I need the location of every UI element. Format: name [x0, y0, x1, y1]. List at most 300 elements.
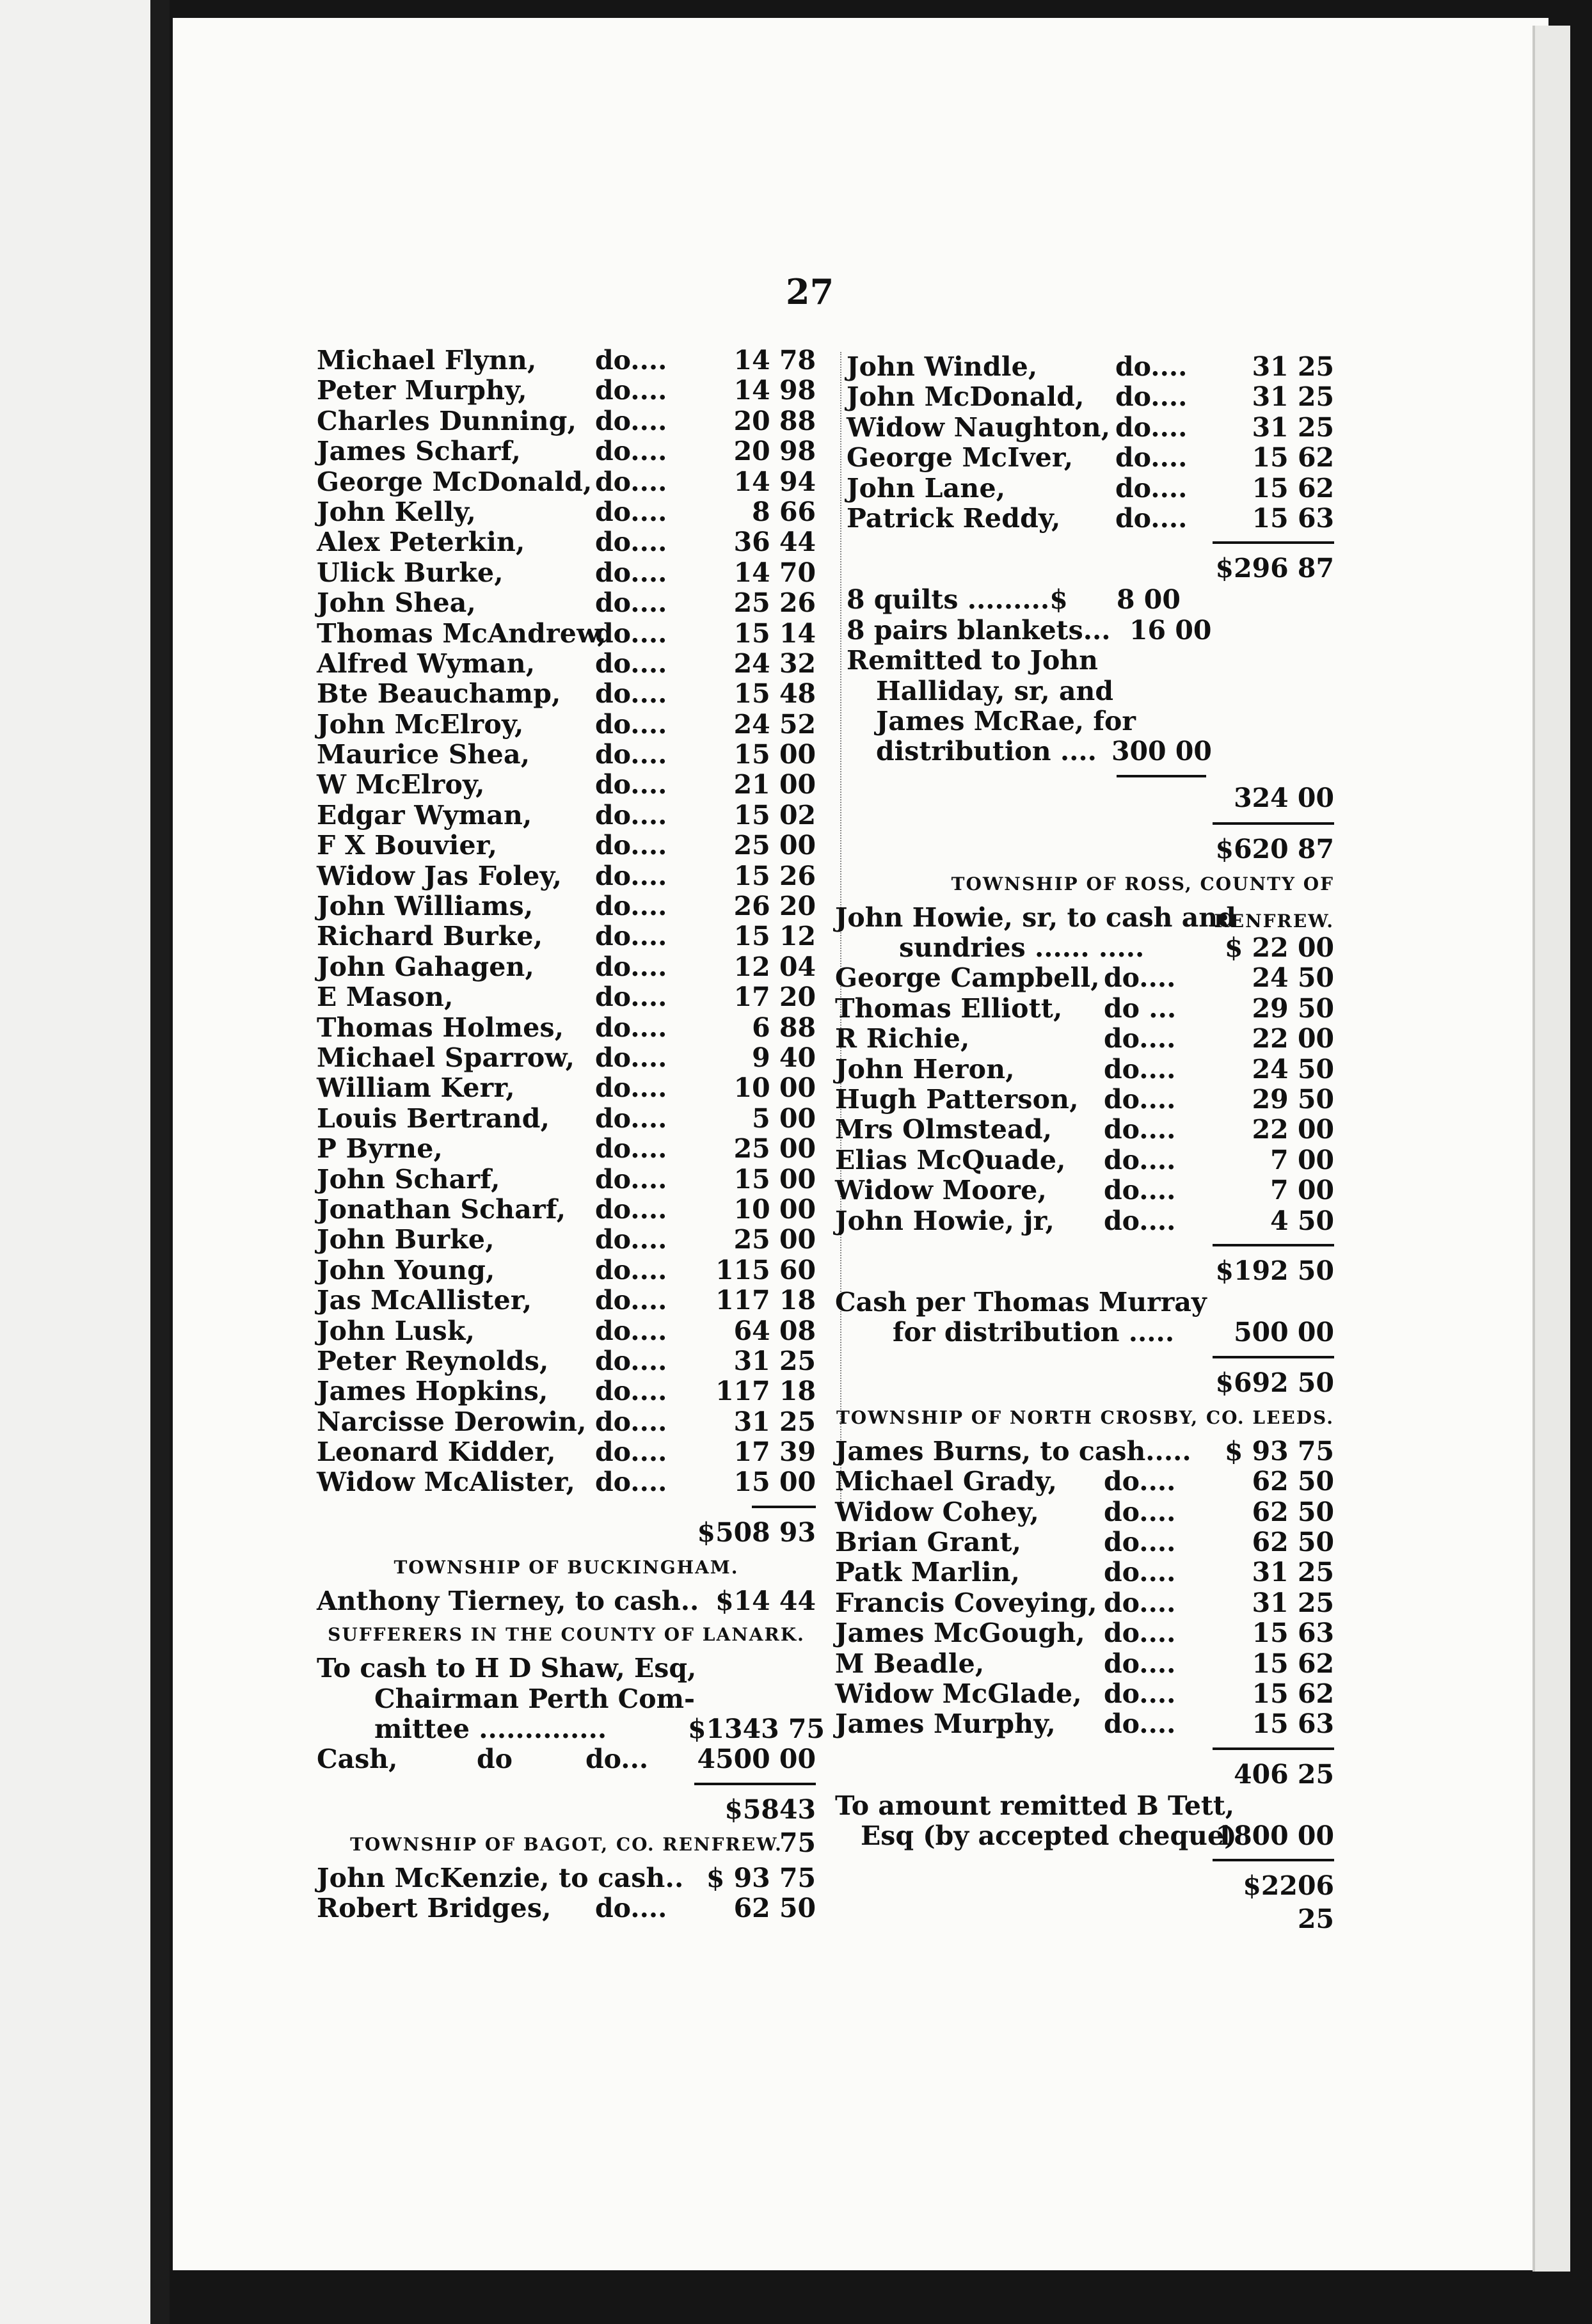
ditto-mark: do.... [595, 557, 667, 588]
entry-name: John Kelly, [317, 496, 476, 527]
entry-amount: 62 50 [733, 1893, 816, 1924]
total-amount: $692 50 [1215, 1367, 1334, 1398]
entry-amount: 31 25 [1252, 1557, 1334, 1588]
ditto-mark: do.... [595, 678, 667, 710]
ledger-row [317, 1346, 816, 1376]
entry-name: Maurice Shea, [317, 739, 530, 770]
ledger-row [317, 376, 816, 406]
entry-name: R Richie, [835, 1023, 970, 1055]
entry-name: Narcisse Derowin, [317, 1406, 587, 1437]
quilts-line [835, 585, 1334, 615]
entry-text: sundries ...... ..... [899, 932, 1145, 964]
ditto-mark: do.... [595, 587, 667, 619]
rule [835, 1236, 1334, 1254]
entry-amount: 15 62 [1252, 1648, 1334, 1679]
ditto-mark: do.... [1104, 1678, 1176, 1709]
ditto-mark: do.... [595, 1315, 667, 1346]
entry-amount: $1343 75 [688, 1714, 825, 1745]
ledger-row [317, 1467, 816, 1497]
entry-amount: 6 88 [752, 1012, 816, 1043]
ditto-mark: do.... [1104, 1526, 1176, 1557]
ditto-mark: do.... [1104, 1084, 1176, 1115]
ledger-row [835, 1588, 1334, 1618]
ditto-mark: do.... [1115, 411, 1188, 443]
entry-text: Esq (by accepted cheque) [861, 1820, 1237, 1852]
ledger-row [317, 1316, 816, 1346]
entry-name: John McKenzie, to cash.. [317, 1862, 684, 1893]
ditto-mark: do.... [1115, 351, 1188, 382]
ledger-row [317, 497, 816, 527]
ledger-row [847, 504, 1334, 534]
entry-name: Anthony Tierney, to cash.. [317, 1585, 699, 1616]
section-heading-crosby: TOWNSHIP OF NORTH CROSBY, CO. LEEDS. [836, 1406, 1334, 1428]
entry-name: James McGough, [835, 1618, 1085, 1649]
entry-amount: 12 04 [733, 951, 816, 982]
entry-name: John Heron, [835, 1053, 1015, 1085]
entry-amount: $ 22 00 [1224, 932, 1334, 964]
entry-name: Elias McQuade, [835, 1144, 1066, 1175]
entry-amount: 1800 00 [1215, 1820, 1334, 1852]
ditto-mark: do.... [595, 1254, 667, 1285]
ditto-mark: do.... [595, 1376, 667, 1407]
subtotal-line [835, 1758, 1334, 1791]
entry-amount: 15 62 [1252, 442, 1334, 474]
ledger-row [317, 467, 816, 497]
ledger-row [317, 831, 816, 861]
entry-amount: 62 50 [1252, 1466, 1334, 1497]
ditto-mark: do.... [595, 982, 667, 1013]
entry-name: John Williams, [317, 891, 534, 922]
entry-name: James Murphy, [835, 1708, 1056, 1740]
remit-line [835, 706, 1334, 736]
entry-amount: 25 00 [733, 1133, 816, 1165]
entry-text: To amount remitted B Tett, [835, 1790, 1235, 1821]
section-heading-lanark: SUFFERERS IN THE COUNTY OF LANARK. [328, 1624, 805, 1646]
ledger-row [835, 1175, 1334, 1206]
entry-name: Michael Grady, [835, 1466, 1058, 1497]
entry-amount: 36 44 [733, 527, 816, 558]
ditto-mark: do.... [595, 1163, 667, 1195]
ditto-mark: do.... [595, 1285, 667, 1316]
ledger-row [317, 891, 816, 921]
ledger-row [317, 770, 816, 800]
ditto-mark: do.... [1104, 1496, 1176, 1527]
entry-text: Cash per Thomas Murray [835, 1286, 1207, 1317]
right-list [835, 352, 1334, 534]
entry-name: Richard Burke, [317, 921, 543, 952]
ditto-mark: do.... [595, 951, 667, 982]
ditto-mark: do.... [1115, 502, 1188, 534]
entry-name: Brian Grant, [835, 1526, 1022, 1557]
ledger-row [847, 474, 1334, 504]
entry-amount: 8 66 [752, 496, 816, 527]
ledger-row [317, 1893, 816, 1923]
murray-line [835, 1287, 1334, 1317]
ledger-row [317, 436, 816, 466]
entry-name: Charles Dunning, [317, 405, 577, 436]
right-column [835, 351, 1334, 1935]
lanark-line [317, 1714, 825, 1745]
ditto-mark: do.... [1104, 1648, 1176, 1679]
ditto-mark: do.... [1115, 442, 1188, 474]
ditto-mark: do.... [595, 405, 667, 436]
entry-name: George Campbell, [835, 962, 1100, 994]
entry-amount: 25 00 [733, 830, 816, 861]
ledger-row [835, 1527, 1334, 1557]
entry-amount: 17 39 [733, 1437, 816, 1468]
ditto-mark: do.... [595, 769, 667, 800]
lanark-line [317, 1684, 816, 1714]
section-heading-buckingham: TOWNSHIP OF BUCKINGHAM. [394, 1556, 739, 1578]
total-line [835, 832, 1334, 866]
entry-amount: 24 50 [1252, 1053, 1334, 1085]
ditto-mark: do.... [595, 496, 667, 527]
ditto-mark: do.... [1104, 1708, 1176, 1740]
subtotal-line [835, 781, 1334, 815]
total-line [835, 1366, 1334, 1399]
rule [835, 1851, 1334, 1869]
ditto-mark: do.... [1104, 1466, 1176, 1497]
ditto-mark: do.... [595, 1133, 667, 1165]
blankets-line [835, 616, 1334, 646]
ditto-mark: do.... [595, 345, 667, 376]
ross-line [835, 903, 1334, 933]
entry-name: John Young, [317, 1254, 495, 1285]
remit-line [835, 646, 1334, 676]
entry-amount: 117 18 [715, 1376, 816, 1407]
remit-line [835, 736, 1334, 767]
ditto-mark: do.... [1104, 962, 1176, 994]
total-amount: $2206 25 [1243, 1870, 1334, 1935]
ditto-mark: do... [585, 1744, 649, 1775]
entry-name: Jonathan Scharf, [317, 1193, 566, 1225]
entry-name: Leonard Kidder, [317, 1437, 556, 1468]
ditto-mark: do.... [595, 1345, 667, 1376]
ditto-mark: do.... [1104, 1053, 1176, 1085]
ledger-row [835, 1085, 1334, 1115]
entry-name: Patrick Reddy, [847, 502, 1061, 534]
entry-name: Patk Marlin, [835, 1557, 1021, 1588]
entry-amount: 22 00 [1252, 1023, 1334, 1055]
ledger-row [317, 1437, 816, 1467]
ledger-row [317, 1134, 816, 1164]
entry-name: John Gahagen, [317, 951, 535, 982]
ledger-row [317, 406, 816, 436]
ditto-mark: do.... [595, 648, 667, 679]
entry-amount: 25 00 [733, 1224, 816, 1255]
crosby-list [835, 1467, 1334, 1740]
entry-name: Widow Cohey, [835, 1496, 1039, 1527]
ledger-row [317, 710, 816, 740]
entry-amount: 117 18 [715, 1285, 816, 1316]
entry-name: Thomas Elliott, [835, 992, 1063, 1024]
ledger-row [317, 1407, 816, 1437]
ledger-row [847, 352, 1334, 382]
ledger-row [317, 619, 816, 649]
ledger-row [835, 1557, 1334, 1588]
ledger-row [317, 861, 816, 891]
entry-amount: 31 25 [1252, 411, 1334, 443]
ditto-mark: do.... [595, 1193, 667, 1225]
ditto-mark: do.... [595, 527, 667, 558]
ditto-mark: do.... [595, 1467, 667, 1498]
ditto-mark: do.... [595, 830, 667, 861]
entry-amount: 31 25 [733, 1406, 816, 1437]
entry-name: James Hopkins, [317, 1376, 548, 1407]
rule [317, 1775, 816, 1793]
entry-name: Michael Flynn, [317, 345, 537, 376]
page-number: 27 [786, 271, 834, 312]
entry-text: To cash to H D Shaw, Esq, [317, 1653, 697, 1684]
rule [835, 534, 1334, 552]
entry-name: Widow McGlade, [835, 1678, 1082, 1709]
entry-amount: 10 00 [733, 1072, 816, 1104]
entry-amount: 25 26 [733, 587, 816, 619]
ross-list [835, 963, 1334, 1236]
ditto-mark: do.... [1104, 1175, 1176, 1206]
total-amount: $192 50 [1215, 1255, 1334, 1286]
entry-text: for distribution ..... [893, 1317, 1175, 1348]
entry-amount: 24 50 [1252, 962, 1334, 994]
ditto-mark: do.... [595, 1012, 667, 1043]
entry-name: John Windle, [847, 351, 1038, 382]
entry-amount: 9 40 [752, 1042, 816, 1073]
ledger-row [317, 982, 816, 1012]
entry-text: James McRae, for [876, 705, 1136, 736]
entry-name: Thomas Holmes, [317, 1012, 564, 1043]
ditto-mark: do.... [595, 436, 667, 467]
entry-amount: 15 26 [733, 860, 816, 891]
entry-amount: 15 63 [1252, 1618, 1334, 1649]
entry-name: John Burke, [317, 1224, 495, 1255]
ditto-mark: do.... [1104, 1205, 1176, 1236]
entry-amount: 15 00 [733, 1467, 816, 1498]
remit-line [835, 676, 1334, 706]
entry-name: Mrs Olmstead, [835, 1114, 1053, 1145]
entry-amount: 15 02 [733, 799, 816, 831]
ledger-row [317, 649, 816, 679]
entry-text: mittee .............. [374, 1714, 607, 1745]
ledger-row [835, 1055, 1334, 1085]
total-line [835, 1254, 1334, 1287]
total-line [835, 552, 1334, 585]
entry-name: John Lane, [847, 472, 1006, 504]
ledger-row [847, 443, 1334, 473]
ross-line [835, 933, 1334, 963]
total-amount: $296 87 [1215, 553, 1334, 584]
ditto-mark: do.... [595, 1042, 667, 1073]
entry-amount: 62 50 [1252, 1496, 1334, 1527]
entry-name: John Howie, jr, [835, 1205, 1055, 1236]
ledger-row [317, 527, 816, 557]
ditto-mark: do [477, 1744, 513, 1775]
bagot-list [317, 1863, 816, 1924]
entry-name: Peter Reynolds, [317, 1345, 549, 1376]
entry-amount: 22 00 [1252, 1114, 1334, 1145]
entry-name: John Scharf, [317, 1163, 500, 1195]
entry-amount: $14 44 [715, 1585, 816, 1616]
entry-name: W McElroy, [317, 769, 485, 800]
entry-name: Edgar Wyman, [317, 799, 532, 831]
entry-amount: 15 62 [1252, 472, 1334, 504]
ledger-row [835, 1467, 1334, 1497]
rule [835, 1348, 1334, 1366]
ledger-row [317, 1013, 816, 1043]
ditto-mark: do.... [595, 708, 667, 740]
ditto-mark: do.... [595, 739, 667, 770]
entry-amount: 15 12 [733, 921, 816, 952]
ledger-row [317, 952, 816, 982]
ledger-row [317, 1225, 816, 1255]
ledger-row [835, 1679, 1334, 1709]
previous-page-edge [0, 0, 166, 2324]
lanark-line [317, 1653, 816, 1683]
ledger-row [317, 346, 816, 376]
page-stack-edge [1532, 26, 1570, 2272]
entry-amount: 24 52 [733, 708, 816, 740]
ledger-row [317, 1073, 816, 1103]
entry-amount: 31 25 [733, 1345, 816, 1376]
ledger-row [317, 740, 816, 770]
entry-amount: 29 50 [1252, 992, 1334, 1024]
entry-name: Alex Peterkin, [317, 527, 525, 558]
entry-amount: 4500 00 [697, 1744, 816, 1775]
entry-amount: 21 00 [733, 769, 816, 800]
ledger-row [317, 558, 816, 588]
entry-amount: 15 00 [733, 739, 816, 770]
ledger-row [835, 994, 1334, 1024]
left-list [317, 346, 816, 1498]
ledger-row [317, 1255, 816, 1285]
entry-name: Widow Jas Foley, [317, 860, 562, 891]
section-heading-ross: TOWNSHIP OF ROSS, COUNTY OF RENFREW. [951, 873, 1334, 932]
total-amount: $5843 75 [724, 1794, 816, 1858]
binding-shadow [150, 0, 170, 2324]
buckingham-line [317, 1586, 816, 1616]
entry-amount: 8 00 [1117, 584, 1181, 616]
entry-amount: 17 20 [733, 982, 816, 1013]
entry-text: 8 pairs blankets... [847, 614, 1111, 646]
subtotal-amount: 406 25 [1234, 1758, 1334, 1790]
ledger-row [847, 382, 1334, 412]
entry-amount: 115 60 [715, 1254, 816, 1285]
ditto-mark: do.... [595, 1072, 667, 1104]
entry-amount: 26 20 [733, 891, 816, 922]
ledger-row [317, 800, 816, 831]
entry-amount: $ 93 75 [706, 1862, 816, 1893]
entry-name: Alfred Wyman, [317, 648, 536, 679]
entry-amount: 15 00 [733, 1163, 816, 1195]
ditto-mark: do.... [595, 617, 667, 649]
entry-amount: 24 32 [733, 648, 816, 679]
entry-amount: $ 93 75 [1224, 1435, 1334, 1467]
ditto-mark: do.... [1104, 1587, 1176, 1618]
entry-amount: 14 70 [733, 557, 816, 588]
entry-name: George McDonald, [317, 466, 593, 497]
ledger-row [835, 1115, 1334, 1145]
entry-amount: 10 00 [733, 1193, 816, 1225]
entry-text: John Howie, sr, to cash and [835, 902, 1236, 933]
entry-amount: 64 08 [733, 1315, 816, 1346]
ledger-row [317, 1285, 816, 1316]
ledger-row [847, 413, 1334, 443]
ditto-mark: do.... [595, 1893, 667, 1924]
entry-amount: 15 63 [1252, 1708, 1334, 1740]
entry-amount: 500 00 [1234, 1317, 1334, 1348]
entry-text: Halliday, sr, and [876, 675, 1114, 706]
entry-name: John McDonald, [847, 381, 1085, 413]
murray-line [835, 1317, 1334, 1348]
entry-amount: 15 14 [733, 617, 816, 649]
ditto-mark: do.... [1104, 1557, 1176, 1588]
entry-amount: 16 00 [1129, 614, 1212, 646]
ledger-row [317, 1195, 816, 1225]
entry-amount: 20 98 [733, 436, 816, 467]
ledger-row [317, 1104, 816, 1134]
entry-text: Cash, [317, 1744, 398, 1775]
ditto-mark: do.... [595, 1224, 667, 1255]
entry-name: Hugh Patterson, [835, 1084, 1079, 1115]
ledger-row [317, 1376, 816, 1406]
ditto-mark: do.... [1115, 472, 1188, 504]
ledger-row [835, 1145, 1334, 1175]
entry-text: James Burns, to cash..... [835, 1435, 1191, 1467]
entry-name: Widow Moore, [835, 1175, 1047, 1206]
entry-name: Bte Beauchamp, [317, 678, 561, 710]
entry-amount: 5 00 [752, 1102, 816, 1134]
ledger-row [835, 1497, 1334, 1527]
subtotal-amount: 324 00 [1234, 782, 1334, 813]
rule [835, 767, 1334, 781]
ledger-row [835, 1709, 1334, 1739]
ditto-mark: do.... [1104, 1144, 1176, 1175]
entry-amount: 31 25 [1252, 381, 1334, 413]
total-line [317, 1516, 816, 1549]
rule [317, 1498, 816, 1516]
ditto-mark: do ... [1104, 992, 1177, 1024]
entry-amount: 29 50 [1252, 1084, 1334, 1115]
ditto-mark: do.... [595, 1437, 667, 1468]
ledger-row [835, 1024, 1334, 1054]
left-column [317, 345, 825, 1924]
entry-amount: 31 25 [1252, 351, 1334, 382]
ditto-mark: do.... [595, 1102, 667, 1134]
entry-name: F X Bouvier, [317, 830, 498, 861]
ledger-row [317, 1165, 816, 1195]
entry-amount: 14 78 [733, 345, 816, 376]
ditto-mark: do.... [595, 1406, 667, 1437]
ledger-row [835, 963, 1334, 993]
lanark-cash-line [317, 1744, 816, 1774]
ledger-row [317, 1043, 816, 1073]
entry-amount: 31 25 [1252, 1587, 1334, 1618]
crosby-line [835, 1437, 1334, 1467]
entry-amount: 15 63 [1252, 502, 1334, 534]
rule [835, 1740, 1334, 1758]
total-amount: $620 87 [1215, 833, 1334, 864]
entry-name: Thomas McAndrew, [317, 617, 607, 649]
entry-name: Francis Coveying, [835, 1587, 1097, 1618]
ditto-mark: do.... [1104, 1023, 1176, 1055]
entry-name: Jas McAllister, [317, 1285, 532, 1316]
entry-name: P Byrne, [317, 1133, 443, 1165]
entry-amount: 300 00 [1111, 736, 1212, 767]
entry-text: distribution .... [876, 736, 1097, 767]
ditto-mark: do.... [1115, 381, 1188, 413]
entry-name: John Lusk, [317, 1315, 475, 1346]
entry-amount: 14 98 [733, 375, 816, 406]
ditto-mark: do.... [595, 860, 667, 891]
